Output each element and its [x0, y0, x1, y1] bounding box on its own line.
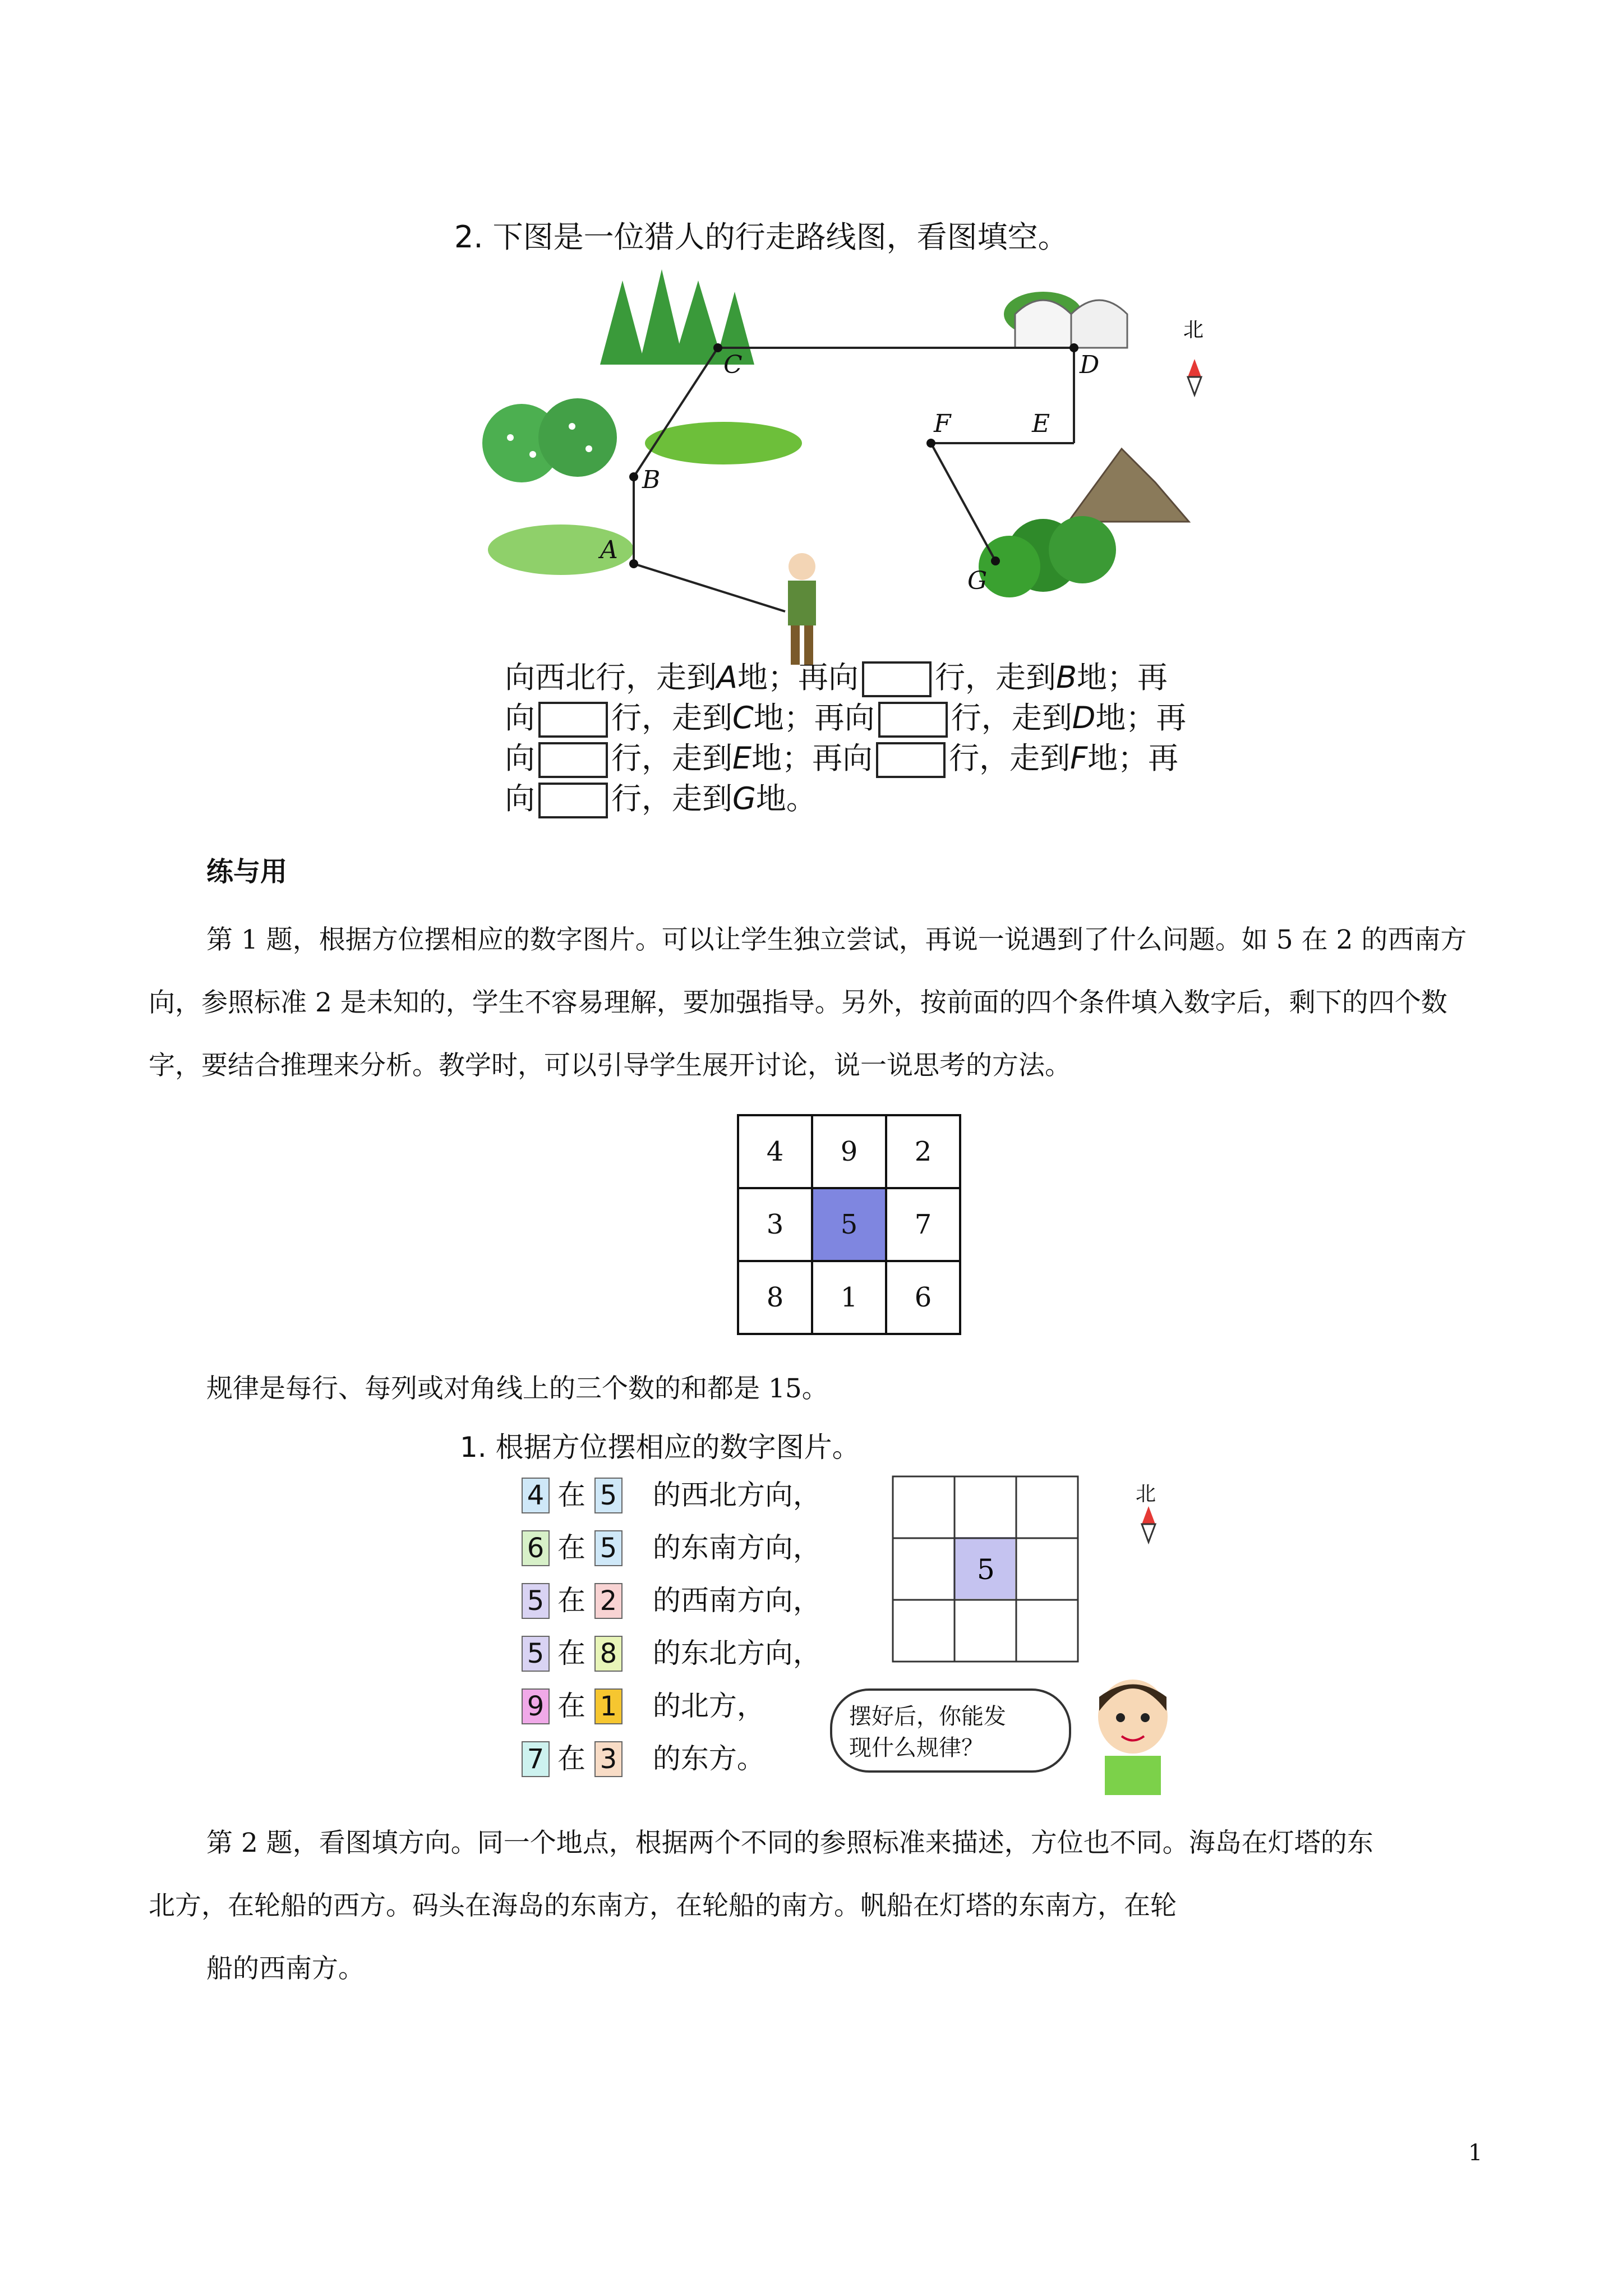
speech-bubble: 摆好后，你能发 现什么规律？ [830, 1688, 1071, 1773]
magic-cell: 4 [738, 1115, 812, 1188]
point-label-c: C [723, 351, 743, 379]
north-compass-icon [1137, 1506, 1160, 1545]
point-label-e: E [1032, 409, 1050, 438]
placement-grid [892, 1475, 1094, 1677]
answer-box-5[interactable] [876, 742, 946, 778]
clue-row: 5 在 2 的西南方向， [522, 1578, 821, 1631]
clue-row: 6 在 5 的东南方向， [522, 1525, 821, 1578]
grass-patch-icon [645, 422, 802, 464]
fill-line-3: 向 行，走到E地；再向 行，走到F地；再 [505, 734, 1178, 778]
paragraph-1: 第 1 题，根据方位摆相应的数字图片。可以让学生独立尝试，再说一说遇到了什么问题。如 5 在 2 的西南方向，参照标准 2 是未知的，学生不容易理解，要加强指导。另外，按前面的四个条件填入数字后，剩下的四个数字，要结合推理来分析。教学时，可以引导学生展开讨论，说一说思考的方法。 [149, 924, 1467, 1081]
fruit-trees-icon [482, 398, 617, 482]
magic-cell-center: 5 [812, 1188, 886, 1261]
magic-cell: 7 [886, 1188, 960, 1261]
grid-center-number: 5 [977, 1553, 995, 1586]
north-compass-icon [1188, 359, 1201, 395]
hunter-path-map [449, 252, 1223, 701]
figure1-title: 2. 下图是一位猎人的行走路线图，看图填空。 [454, 219, 1068, 255]
fill-line-2: 向 行，走到C地；再向 行，走到D地；再 [505, 694, 1186, 738]
clue-row: 5 在 8 的东北方向， [522, 1631, 821, 1683]
answer-box-3[interactable] [878, 702, 948, 738]
section-heading: 练与用 [206, 856, 288, 887]
magic-cell: 8 [738, 1261, 812, 1334]
rule-text: 规律是每行、每列或对角线上的三个数的和都是 15。 [206, 1373, 828, 1404]
magic-cell: 6 [886, 1261, 960, 1334]
magic-cell: 9 [812, 1115, 886, 1188]
north-label: 北 [1183, 319, 1204, 342]
paragraph-2-line-1: 第 2 题，看图填方向。同一个地点，根据两个不同的参照标准来描述，方位也不同。海岛在灯塔的东 [206, 1828, 1373, 1858]
clue-row: 7 在 3 的东方。 [522, 1736, 821, 1789]
page-number: 1 [1468, 2140, 1483, 2166]
answer-box-1[interactable] [862, 661, 932, 697]
hunter-path-figure [449, 202, 1223, 825]
magic-cell: 1 [812, 1261, 886, 1334]
clue-row: 4 在 5 的西北方向， [522, 1473, 821, 1525]
north-label-2: 北 [1136, 1483, 1156, 1506]
paragraph-2-line-3: 船的西南方。 [206, 1953, 365, 1984]
boy-avatar-icon [1088, 1672, 1178, 1795]
point-label-b: B [642, 466, 661, 494]
houses-icon [1004, 292, 1127, 348]
answer-box-2[interactable] [538, 702, 608, 738]
point-label-g: G [967, 567, 988, 595]
magic-cell: 2 [886, 1115, 960, 1188]
point-label-a: A [600, 536, 618, 564]
fill-line-4: 向 行，走到G地。 [505, 775, 817, 818]
forest-icon [979, 516, 1116, 597]
figure2-title: 1. 根据方位摆相应的数字图片。 [460, 1431, 860, 1464]
point-label-f: F [934, 409, 951, 438]
clue-row: 9 在 1 的北方， [522, 1683, 821, 1736]
point-label-d: D [1080, 351, 1100, 379]
answer-box-6[interactable] [538, 783, 608, 818]
number-placement-figure [460, 1425, 1223, 1806]
paragraph-2-line-2: 北方，在轮船的西方。码头在海岛的东南方，在轮船的南方。帆船在灯塔的东南方，在轮 [149, 1890, 1177, 1921]
mountain-icon [1068, 449, 1189, 522]
magic-cell: 3 [738, 1188, 812, 1261]
answer-box-4[interactable] [538, 742, 608, 778]
magic-square-table [737, 1114, 961, 1335]
fill-line-1: 向西北行，走到A地；再向 行，走到B地；再 [505, 654, 1168, 697]
hunter-icon [788, 553, 816, 665]
